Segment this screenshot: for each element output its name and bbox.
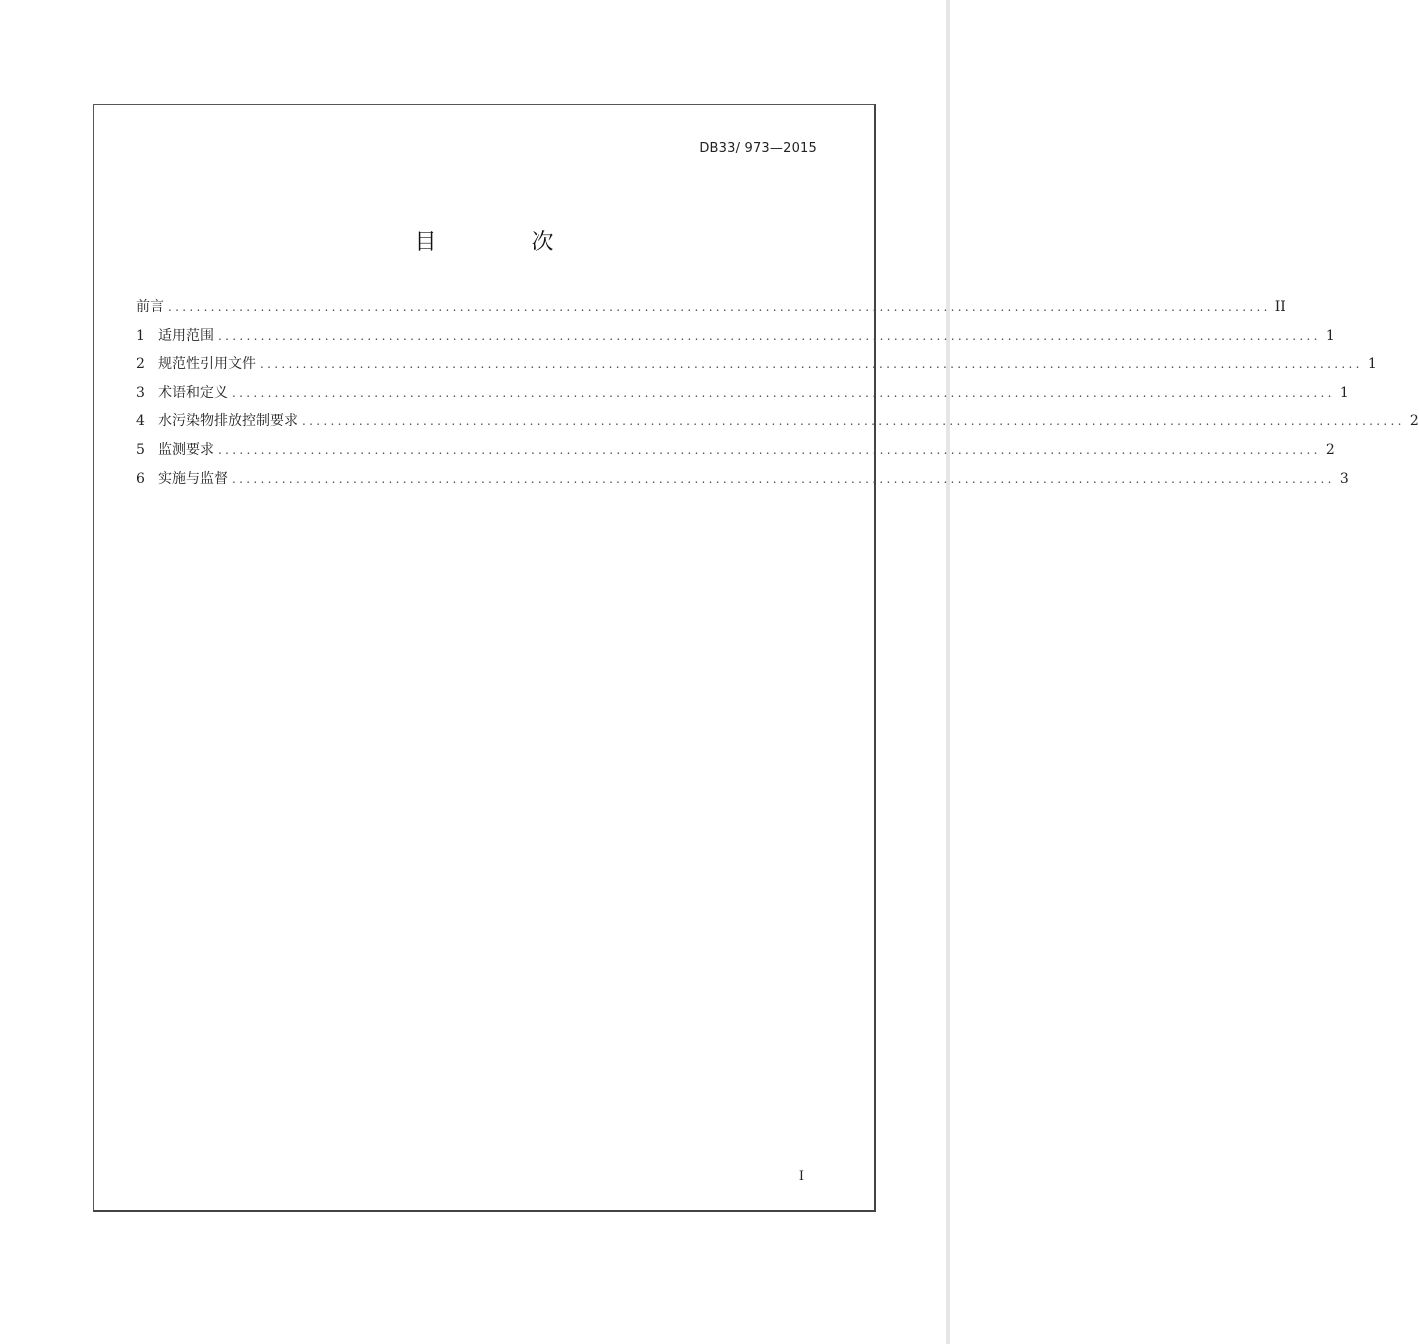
toc-item-label: 适用范围 [158, 327, 214, 344]
toc-item-discharge-requirements[interactable] [136, 407, 1419, 436]
dot-leader: ........................................................................................................................................................... [302, 414, 1405, 429]
toc-item-page: 1 [1367, 356, 1377, 373]
toc-item-number: 3 [136, 384, 145, 401]
document-page [93, 104, 1419, 1212]
dot-leader: ........................................................................................................................................................... [168, 300, 1271, 314]
dot-leader: ........................................................................................................................................................... [218, 442, 1321, 457]
toc-item-page: 1 [1339, 384, 1349, 401]
toc-item-page: 3 [1339, 470, 1349, 487]
dot-leader: ........................................................................................................................................................... [218, 328, 1321, 343]
toc-item-page: 2 [1325, 441, 1335, 458]
toc-item-scope[interactable] [136, 322, 1335, 351]
toc-item-label: 实施与监督 [158, 470, 228, 487]
dot-leader: ........................................................................................................................................................... [260, 357, 1363, 372]
dot-leader: ........................................................................................................................................................... [232, 471, 1335, 486]
page-number: I [798, 1169, 804, 1184]
standard-code: DB33/ 973—2015 [699, 141, 817, 156]
toc-item-normative-references[interactable] [136, 350, 1377, 379]
toc-item-label: 规范性引用文件 [158, 356, 256, 373]
toc-item-number: 5 [136, 441, 145, 458]
toc-item-number: 4 [136, 413, 145, 430]
toc-item-page: 1 [1325, 327, 1335, 344]
toc-item-number: 1 [136, 327, 145, 344]
toc-item-label: 前言 [136, 299, 164, 315]
toc-item-number: 2 [136, 356, 145, 373]
dot-leader: ........................................................................................................................................................... [232, 385, 1335, 400]
toc-item-page: 2 [1409, 413, 1419, 430]
toc-item-foreword[interactable] [136, 293, 1286, 322]
page-edge [946, 0, 950, 1344]
toc-item-monitoring-requirements[interactable] [136, 436, 1335, 465]
toc-item-number: 6 [136, 470, 145, 487]
toc-list [136, 293, 1419, 493]
toc-item-label: 监测要求 [158, 441, 214, 458]
toc-item-label: 术语和定义 [158, 384, 228, 401]
toc-item-page: II [1274, 299, 1286, 315]
toc-item-terms-definitions[interactable] [136, 379, 1349, 408]
toc-title: 目 次 [414, 230, 598, 255]
toc-item-implementation[interactable] [136, 465, 1349, 494]
toc-item-label: 水污染物排放控制要求 [158, 413, 298, 430]
